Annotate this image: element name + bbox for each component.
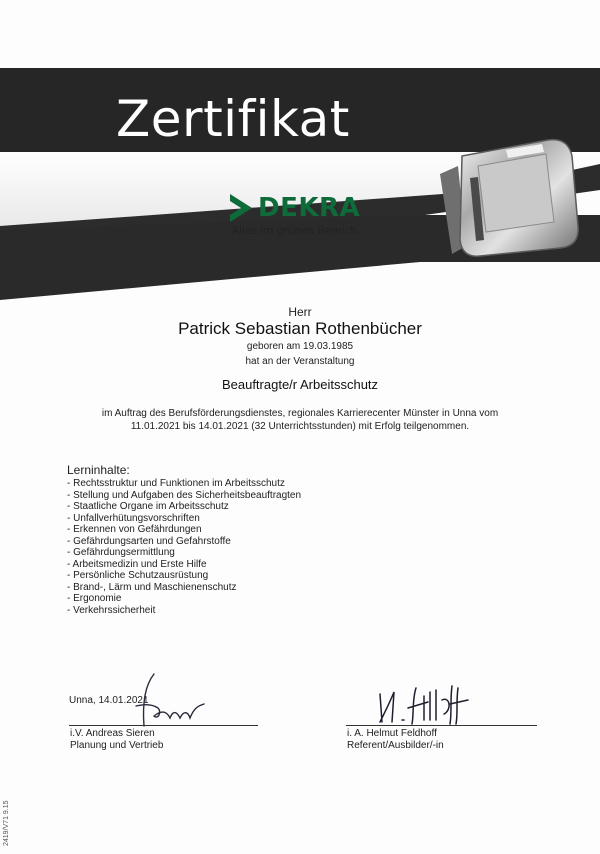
contents-list — [67, 478, 301, 616]
learning-contents — [67, 463, 301, 616]
list-item: - Ergonomie — [67, 593, 122, 604]
signatory-name: i. A. Helmut Feldhoff — [347, 728, 437, 739]
list-item: - Stellung und Aufgaben des Sicherheitsbeauftragten — [67, 489, 302, 501]
signature-right-icon — [372, 680, 484, 728]
signatory-name: i.V. Andreas Sieren — [70, 728, 155, 739]
signatory-left — [70, 728, 163, 752]
signatory-role: Planung und Vertrieb — [70, 740, 164, 751]
course-description — [0, 408, 600, 433]
certificate-title: Zertifikat — [116, 90, 350, 148]
list-item: - Persönliche Schutzausrüstung — [67, 570, 209, 581]
banner-graphic — [0, 0, 600, 300]
attended-line: hat an der Veranstaltung — [245, 356, 355, 367]
salutation: Herr — [288, 305, 312, 319]
list-item: - Arbeitsmedizin und Erste Hilfe — [67, 558, 207, 570]
dekra-logo-icon — [228, 193, 254, 223]
description-line: 11.01.2021 bis 14.01.2021 (32 Unterrichtsstunden) mit Erfolg teilgenommen. — [130, 420, 470, 432]
recipient-name: Patrick Sebastian Rothenbücher — [178, 319, 422, 338]
place-date: Unna, 14.01.2021 — [69, 695, 149, 706]
course-title: Beauftragte/r Arbeitsschutz — [221, 377, 379, 392]
list-item: - Erkennen von Gefährdungen — [67, 524, 202, 535]
list-item: - Unfallverhütungsvorschriften — [67, 512, 200, 524]
birth-date: geboren am 19.03.1985 — [246, 341, 354, 352]
signatory-role: Referent/Ausbilder/-in — [347, 740, 444, 751]
list-item: - Brand-, Lärm und Maschienenschutz — [67, 581, 237, 593]
signature-line — [346, 725, 537, 726]
contents-heading: Lerninhalte: — [67, 463, 130, 477]
list-item: - Gefährdungsermittlung — [67, 547, 175, 558]
brand-slogan: Alles im grünen Bereich. — [232, 225, 361, 237]
description-line: im Auftrag des Berufsförderungsdienstes, regionales Karrierecenter Münster in Unna vom — [101, 408, 499, 419]
brand-name: DEKRA — [258, 193, 361, 223]
signature-left-icon — [128, 668, 206, 732]
list-item: - Gefährdungsarten und Gefahrstoffe — [67, 535, 231, 547]
list-item: - Verkehrssicherheit — [67, 604, 156, 616]
list-item: - Staatliche Organe im Arbeitsschutz — [67, 501, 229, 512]
list-item: - Rechtsstruktur und Funktionen im Arbeitsschutz — [67, 478, 285, 489]
signature-line — [69, 725, 258, 726]
form-code: 2419/V71 9.15 — [3, 800, 10, 846]
signatory-right — [347, 728, 444, 752]
